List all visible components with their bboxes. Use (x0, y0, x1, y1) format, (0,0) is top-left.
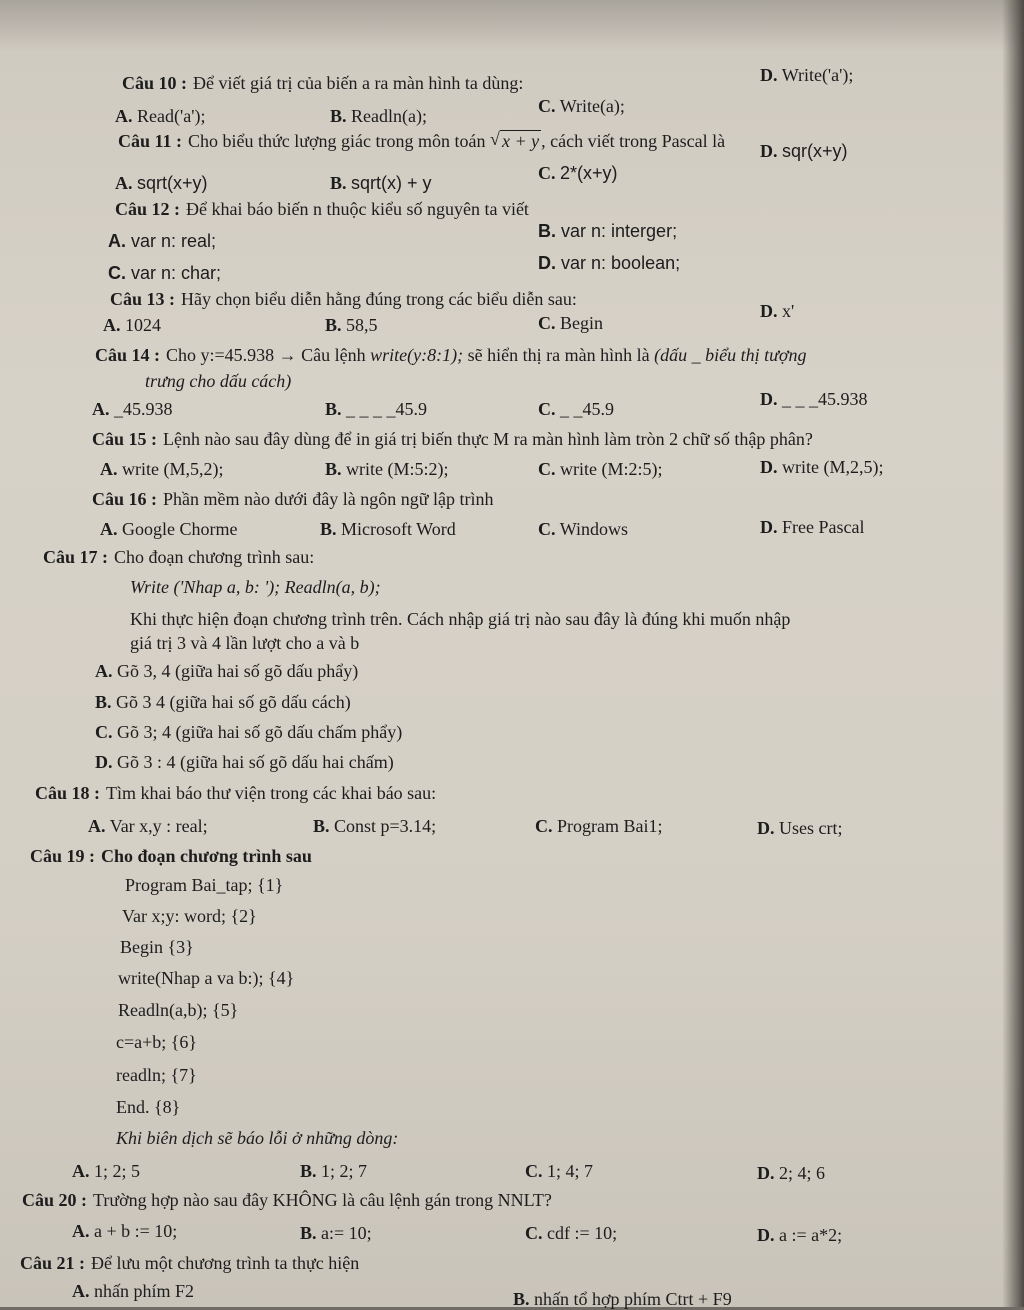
q17-text: Cho đoạn chương trình sau: (114, 547, 315, 567)
q12-c-letter: C. (108, 263, 126, 283)
q16-b-text: Microsoft Word (341, 519, 456, 539)
q16-d-letter: D. (760, 517, 778, 537)
q12-option-d (538, 252, 680, 274)
q12-d-text: var n: boolean; (561, 253, 681, 273)
q17-a-text: Gõ 3, 4 (giữa hai số gõ dấu phẩy) (117, 661, 359, 681)
q17-d-text: Gõ 3 : 4 (giữa hai số gõ dấu hai chấm) (117, 752, 394, 772)
q19-label: Câu 19 : (30, 846, 96, 866)
q16-option-b (320, 518, 456, 540)
q11-d-letter: D. (760, 141, 778, 161)
q18-option-b (313, 815, 436, 837)
q12-text: Để khai báo biến n thuộc kiểu số nguyên ta viết (186, 199, 529, 219)
page-edge-shadow (1002, 0, 1024, 1307)
q14-label: Câu 14 : (95, 345, 161, 365)
code-line-4: write(Nhap a va b:); {4} (118, 968, 295, 988)
q21-b-letter: B. (513, 1289, 530, 1309)
q15-option-c (538, 458, 662, 480)
q16-c-letter: C. (538, 519, 556, 539)
q10-text: Để viết giá trị của biến a ra màn hình ta dùng: (193, 73, 524, 93)
q14-stem (95, 344, 807, 366)
q18-text: Tìm khai báo thư viện trong các khai báo sau: (106, 783, 437, 803)
q18-a-letter: A. (88, 816, 106, 836)
q16-c-text: Windows (559, 519, 628, 539)
q18-d-text: Uses crt; (779, 818, 843, 838)
q20-label: Câu 20 : (22, 1190, 88, 1210)
q12-b-letter: B. (538, 221, 556, 241)
q18-option-c (535, 815, 663, 837)
q17-d-letter: D. (95, 752, 113, 772)
q19-a-text: 1; 2; 5 (94, 1161, 141, 1181)
q19-b-letter: B. (300, 1161, 317, 1181)
q19-option-b (300, 1160, 367, 1182)
q14-code: write(y:8:1); (370, 345, 464, 365)
q13-d-letter: D. (760, 301, 778, 321)
q13-b-letter: B. (325, 315, 342, 335)
q15-c-text: write (M:2:5); (560, 459, 663, 479)
q10-c-text: Write(a); (559, 96, 625, 116)
q21-b-text: nhấn tổ hợp phím Ctrt + F9 (534, 1289, 732, 1309)
q14-d-text: _ _ _45.938 (782, 389, 868, 409)
q10-stem (122, 72, 523, 94)
q20-b-letter: B. (300, 1223, 317, 1243)
q21-label: Câu 21 : (20, 1253, 86, 1273)
q16-d-text: Free Pascal (782, 517, 865, 537)
q12-b-text: var n: interger; (561, 221, 678, 241)
q16-stem (92, 488, 494, 510)
q15-b-text: write (M:5:2); (346, 459, 449, 479)
q17-option-b (95, 691, 351, 713)
q21-text: Để lưu một chương trình ta thực hiện (91, 1253, 360, 1273)
q17-c-letter: C. (95, 722, 113, 742)
q16-option-a (100, 518, 237, 540)
q15-option-b (325, 458, 449, 480)
q10-a-letter: A. (115, 106, 133, 126)
q14-a-letter: A. (92, 399, 110, 419)
q15-option-a (100, 458, 223, 480)
q14-b-letter: B. (325, 399, 342, 419)
q14-option-d (760, 388, 868, 410)
q12-c-text: var n: char; (131, 263, 222, 283)
q20-a-letter: A. (72, 1221, 90, 1241)
q10-b-letter: B. (330, 106, 347, 126)
q17-stem (43, 546, 314, 568)
q20-c-text: cdf := 10; (547, 1223, 618, 1243)
q15-d-text: write (M,2,5); (782, 457, 884, 477)
q14-b-text: _ _ _ _45.9 (346, 399, 428, 419)
q12-d-letter: D. (538, 253, 556, 273)
q19-option-c (525, 1160, 593, 1182)
q11-c-text: 2*(x+y) (560, 163, 618, 183)
q17-text-2: giá trị 3 và 4 lần lượt cho a và b (130, 633, 360, 653)
q20-option-b (300, 1222, 372, 1244)
q15-label: Câu 15 : (92, 429, 158, 449)
q19-c-letter: C. (525, 1161, 543, 1181)
q17-label: Câu 17 : (43, 547, 109, 567)
q15-text: Lệnh nào sau đây dùng để in giá trị biến thực M ra màn hình làm tròn 2 chữ số thập phân? (163, 429, 813, 449)
q13-option-b (325, 314, 378, 336)
page-top-shadow (0, 0, 1024, 52)
q18-c-letter: C. (535, 816, 553, 836)
q14-option-a (92, 398, 173, 420)
q11-text-post: , cách viết trong Pascal là (541, 131, 726, 151)
q18-label: Câu 18 : (35, 783, 101, 803)
sqrt-expression: √ x + y (490, 129, 540, 151)
q14-d-letter: D. (760, 389, 778, 409)
q19-option-a (72, 1160, 140, 1182)
q20-c-letter: C. (525, 1223, 543, 1243)
q20-d-letter: D. (757, 1225, 775, 1245)
q19-d-letter: D. (757, 1163, 775, 1183)
q11-b-text: sqrt(x) + y (351, 173, 432, 193)
q13-option-d (760, 300, 794, 322)
q20-b-text: a:= 10; (321, 1223, 372, 1243)
q13-stem (110, 288, 577, 310)
q19-d-text: 2; 4; 6 (779, 1163, 826, 1183)
q19-stem (30, 845, 312, 867)
q14-c-letter: C. (538, 399, 556, 419)
q20-option-a (72, 1220, 177, 1242)
q17-option-a (95, 660, 358, 682)
q13-text: Hãy chọn biểu diễn hằng đúng trong các biểu diễn sau: (181, 289, 577, 309)
q14-text-mid: sẽ hiển thị ra màn hình là (467, 345, 650, 365)
q11-text: Cho biểu thức lượng giác trong môn toán (188, 131, 486, 151)
q12-a-text: var n: real; (131, 231, 217, 251)
q12-option-c (108, 262, 221, 284)
q15-d-letter: D. (760, 457, 778, 477)
q13-label: Câu 13 : (110, 289, 176, 309)
q17-code: Write ('Nhap a, b: '); Readln(a, b); (130, 577, 381, 597)
q20-stem (22, 1189, 552, 1211)
q15-b-letter: B. (325, 459, 342, 479)
q11-label: Câu 11 : (118, 131, 183, 151)
q11-c-letter: C. (538, 163, 556, 183)
q15-stem (92, 428, 813, 450)
q10-d-text: Write('a'); (781, 65, 854, 85)
q21-stem (20, 1252, 359, 1274)
q11-b-letter: B. (330, 173, 347, 193)
q12-a-letter: A. (108, 231, 126, 251)
q10-d-letter: D. (760, 65, 778, 85)
q16-text: Phần mềm nào dưới đây là ngôn ngữ lập trình (163, 489, 494, 509)
q13-a-text: 1024 (125, 315, 161, 335)
code-line-8: End. {8} (116, 1097, 181, 1117)
q17-b-text: Gõ 3 4 (giữa hai số gõ dấu cách) (116, 692, 351, 712)
q14-c-text: _ _45.9 (560, 399, 614, 419)
q20-option-d (757, 1224, 842, 1246)
q12-option-a (108, 230, 216, 252)
code-line-6: c=a+b; {6} (116, 1032, 198, 1052)
q15-a-letter: A. (100, 459, 118, 479)
q20-d-text: a := a*2; (779, 1225, 843, 1245)
q15-c-letter: C. (538, 459, 556, 479)
q17-option-c (95, 721, 402, 743)
q19-b-text: 1; 2; 7 (321, 1161, 368, 1181)
q15-option-d (760, 456, 883, 478)
q16-b-letter: B. (320, 519, 337, 539)
q13-option-a (103, 314, 161, 336)
q20-text: Trường hợp nào sau đây KHÔNG là câu lệnh gán trong NNLT? (93, 1190, 552, 1210)
q11-d-text: sqr(x+y) (782, 141, 848, 161)
q19-text: Cho đoạn chương trình sau (101, 846, 312, 866)
sqrt-radicand: x + y (502, 131, 540, 151)
q18-d-letter: D. (757, 818, 775, 838)
q14-a-text: _45.938 (114, 399, 173, 419)
q21-option-a (72, 1280, 194, 1302)
q11-a-letter: A. (115, 173, 133, 193)
q16-label: Câu 16 : (92, 489, 158, 509)
q11-option-b (330, 172, 432, 194)
q15-a-text: write (M,5,2); (122, 459, 224, 479)
q21-a-letter: A. (72, 1281, 90, 1301)
q14-option-c (538, 398, 614, 420)
q12-option-b (538, 220, 677, 242)
q19-a-letter: A. (72, 1161, 90, 1181)
q11-option-a (115, 172, 208, 194)
q10-option-b (330, 105, 427, 127)
q20-option-c (525, 1222, 617, 1244)
q13-c-letter: C. (538, 313, 556, 333)
q10-a-text: Read('a'); (137, 106, 206, 126)
q11-option-d (760, 140, 848, 162)
q18-b-letter: B. (313, 816, 330, 836)
q12-label: Câu 12 : (115, 199, 181, 219)
q20-a-text: a + b := 10; (94, 1221, 178, 1241)
q12-stem (115, 198, 529, 220)
q17-c-text: Gõ 3; 4 (giữa hai số gõ dấu chấm phẩy) (117, 722, 403, 742)
q16-option-c (538, 518, 628, 540)
code-line-3: Begin {3} (120, 937, 194, 957)
q10-label: Câu 10 : (122, 73, 188, 93)
q11-option-c (538, 162, 618, 184)
q16-a-text: Google Chorme (122, 519, 238, 539)
q16-a-letter: A. (100, 519, 118, 539)
q14-note-2: trưng cho dấu cách) (145, 371, 292, 391)
q13-a-letter: A. (103, 315, 121, 335)
q17-text-1: Khi thực hiện đoạn chương trình trên. Cách nhập giá trị nào sau đây là đúng khi muốn nhập (130, 609, 791, 629)
q18-option-a (88, 815, 208, 837)
code-line-7: readln; {7} (116, 1065, 197, 1085)
q19-option-d (757, 1162, 825, 1184)
q13-d-text: x' (782, 301, 795, 321)
q18-option-d (757, 817, 842, 839)
q10-option-d (760, 64, 853, 86)
q17-option-d (95, 751, 394, 773)
q14-text: Cho y:=45.938 → Câu lệnh (166, 345, 366, 365)
code-line-2: Var x;y: word; {2} (122, 906, 257, 926)
q18-b-text: Const p=3.14; (334, 816, 437, 836)
q13-option-c (538, 312, 603, 334)
q11-a-text: sqrt(x+y) (137, 173, 208, 193)
q18-stem (35, 782, 436, 804)
q14-option-b (325, 398, 427, 420)
q17-b-letter: B. (95, 692, 112, 712)
q19-prompt: Khi biên dịch sẽ báo lỗi ở những dòng: (116, 1128, 399, 1148)
q10-c-letter: C. (538, 96, 556, 116)
code-line-5: Readln(a,b); {5} (118, 1000, 239, 1020)
q14-note-1: (dấu _ biểu thị tượng (654, 345, 807, 365)
q10-b-text: Readln(a); (351, 106, 427, 126)
q19-c-text: 1; 4; 7 (547, 1161, 594, 1181)
q17-a-letter: A. (95, 661, 113, 681)
q10-option-c (538, 95, 625, 117)
q13-b-text: 58,5 (346, 315, 378, 335)
q18-a-text: Var x,y : real; (109, 816, 208, 836)
q18-c-text: Program Bai1; (557, 816, 663, 836)
q21-a-text: nhấn phím F2 (94, 1281, 195, 1301)
q11-stem (118, 130, 725, 152)
code-line-1: Program Bai_tap; {1} (125, 875, 284, 895)
q10-option-a (115, 105, 205, 127)
q13-c-text: Begin (560, 313, 603, 333)
q16-option-d (760, 516, 864, 538)
